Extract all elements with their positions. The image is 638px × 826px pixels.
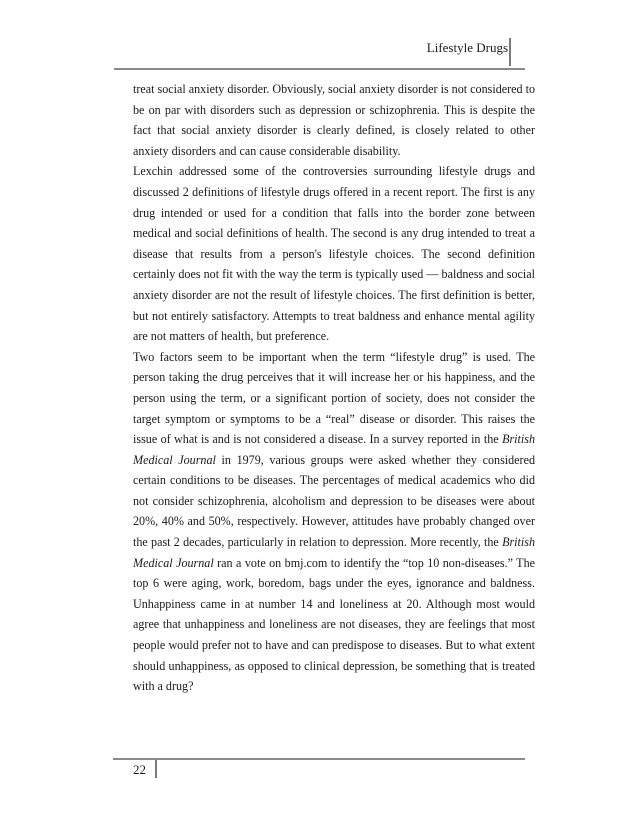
journal-title-italic: British Medical Journal: [133, 535, 535, 570]
paragraph-3: [133, 347, 535, 697]
paragraph-3-text-b: in 1979, various groups were asked whether they considered certain conditions to be diseases. The percentages of medical academics who did not consider schizophrenia, alcoholism and depression to be diseases were about 20%, 40% and 50%, respectively. However, attitudes have probably changed over the past 2 decades, particularly in relation to depression. More recently, the: [133, 452, 535, 550]
header-vertical-divider: [509, 38, 511, 66]
journal-title-italic: British Medical Journal: [133, 432, 535, 467]
header-rule: [114, 68, 525, 70]
body-text: [133, 79, 535, 697]
paragraph-3-text-a: Two factors seem to be important when the term “lifestyle drug” is used. The person taking the drug perceives that it will increase her or his happiness, and the person using the term, or a significant portion of society, does not consider the target symptom or symptoms to be a “real” disease or disorder. This raises the issue of what is and is not considered a disease. In a survey reported in the: [133, 349, 535, 447]
running-header-title: Lifestyle Drugs: [426, 40, 508, 55]
footer-rule: [113, 758, 525, 760]
page-number: 22: [133, 762, 146, 777]
paragraph-1-text: treat social anxiety disorder. Obviously, social anxiety disorder is not considered to be on par with disorders such as depression or schizophrenia. This is despite the fact that social anxiety disorder is clearly defined, is closely related to other anxiety disorders and can cause considerable disability.: [133, 82, 535, 158]
paragraph-1: [133, 79, 535, 161]
paragraph-2: [133, 161, 535, 346]
footer-vertical-divider: [155, 760, 157, 778]
paragraph-3-text-c: ran a vote on bmj.com to identify the “top 10 non-diseases.” The top 6 were aging, work, boredom, bags under the eyes, ignorance and baldness. Unhappiness came in at number 14 and loneliness at 20. Although most would agree that unhappiness and loneliness are not diseases, they are feelings that most people would prefer not to have and can predispose to diseases. But to what extent should unhappiness, as opposed to clinical depression, be something that is treated with a drug?: [133, 555, 535, 694]
paragraph-2-text: Lexchin addressed some of the controversies surrounding lifestyle drugs and discussed 2 definitions of lifestyle drugs offered in a recent report. The first is any drug intended or used for a condition that falls into the border zone between medical and social definitions of health. The second is any drug intended to treat a disease that results from a person's lifestyle choices. The second definition certainly does not fit with the way the term is typically used — baldness and social anxiety disorder are not the result of lifestyle choices. The first definition is better, but not entirely satisfactory. Attempts to treat baldness and enhance mental agility are not matters of health, but preference.: [133, 164, 535, 344]
